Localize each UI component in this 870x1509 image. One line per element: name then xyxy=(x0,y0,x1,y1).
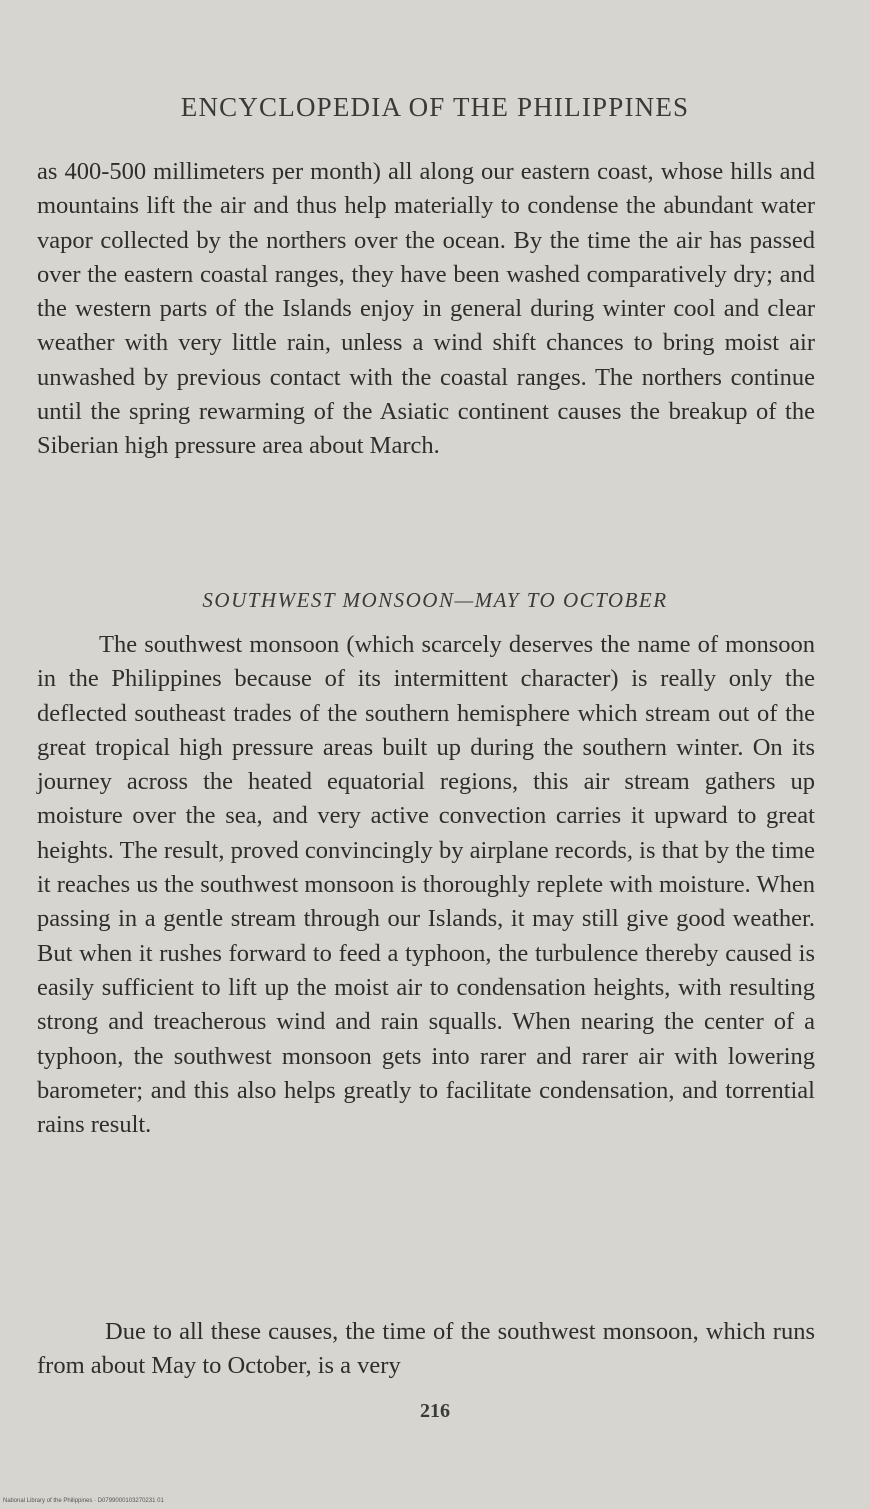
scan-credit: National Library of the Philippines · D0799000103270231 01 xyxy=(3,1498,164,1504)
paragraph: The southwest monsoon (which scarcely deserves the name of monsoon in the Philippines because of its intermittent character) is really only the deflected southeast trades of the southern hemisphere which stream out of the great tropical high pressure areas built up during the southern winter. On its journey across the heated equatorial regions, this air stream gathers up moisture over the sea, and very active convection carries it upward to great heights. The result, proved convincingly by airplane records, is that by the time it reaches us the southwest monsoon is thoroughly replete with moisture. When passing in a gentle stream through our Islands, it may still give good weather. But when it rushes forward to feed a typhoon, the turbulence thereby caused is easily sufficient to lift up the moist air to condensation heights, with resulting strong and treacherous wind and rain squalls. When nearing the center of a typhoon, the southwest monsoon gets into rarer and rarer air with lowering barometer; and this also helps greatly to facilitate condensation, and torrential rains result. xyxy=(37,631,815,1139)
running-head: ENCYCLOPEDIA OF THE PHILIPPINES xyxy=(180,92,690,122)
section-heading: SOUTHWEST MONSOON—MAY TO OCTOBER xyxy=(202,588,668,612)
paragraph: Due to all these causes, the time of the southwest monsoon, which runs from about May to October, is a very xyxy=(37,1318,815,1380)
paragraph: as 400-500 millimeters per month) all along our eastern coast, whose hills and mountains lift the air and thus help materially to condense the abundant water vapor collected by the northers over the ocean. By the time the air has passed over the eastern coastal ranges, they have been washed comparatively dry; and the western parts of the Islands enjoy in general during winter cool and clear weather with very little rain, unless a wind shift chances to bring moist air unwashed by previous contact with the coastal ranges. The northers continue until the spring rewarming of the Asiatic continent causes the breakup of the Siberian high pressure area about March. xyxy=(37,158,815,460)
page-number: 216 xyxy=(420,1400,450,1422)
